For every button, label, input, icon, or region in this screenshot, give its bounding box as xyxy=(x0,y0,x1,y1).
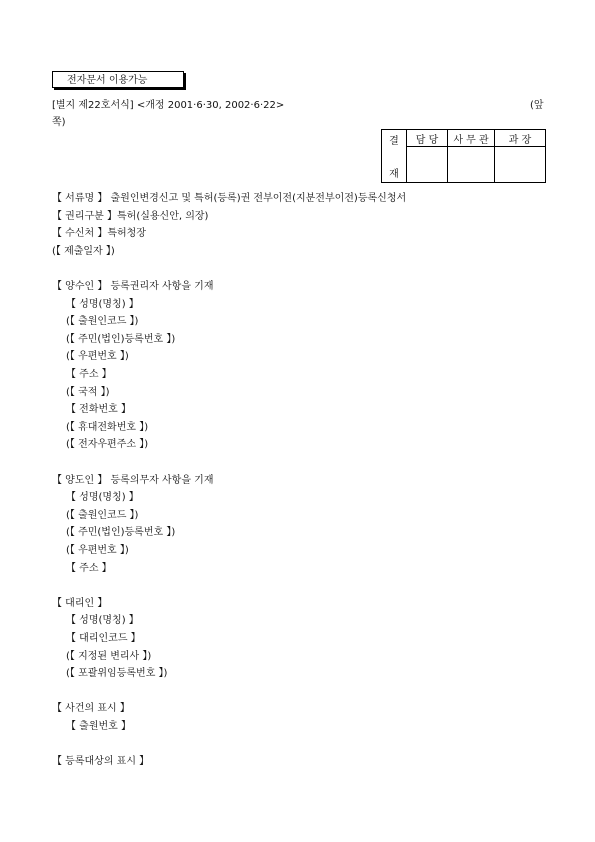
approval-col-officer: 사 무 관 xyxy=(448,130,495,147)
approval-sign-staff[interactable] xyxy=(407,147,448,183)
approval-label-top: 결 xyxy=(389,136,399,147)
form-section-line: 【 권리구분 】특허(실용신안, 의장) xyxy=(52,211,209,222)
form-header: [별지 제22호서식] <개정 2001·6·30, 2002·6·22> xyxy=(52,100,285,111)
form-field-line: (【 휴대전화번호 】) xyxy=(66,422,149,433)
form-field-line: (【 주민(법인)등록번호 】) xyxy=(66,527,176,538)
form-field-line: (【 우편번호 】) xyxy=(66,545,129,556)
form-field-line: (【 국적 】) xyxy=(66,387,110,398)
form-section-line: 【 등록대상의 표시 】 xyxy=(52,756,150,767)
approval-label-cell xyxy=(382,130,407,183)
form-section-line: 【 양도인 】 등록의무자 사항을 기재 xyxy=(52,475,214,486)
form-section-line: 【 양수인 】 등록권리자 사항을 기재 xyxy=(52,281,214,292)
approval-sign-director[interactable] xyxy=(495,147,546,183)
form-section-line: 【 사건의 표시 】 xyxy=(52,703,130,714)
form-field-line: (【 지정된 변리사 】) xyxy=(66,651,152,662)
approval-label-bottom: 재 xyxy=(389,169,399,180)
form-field-line: (【 포괄위임등록번호 】) xyxy=(66,668,168,679)
approval-sign-officer[interactable] xyxy=(448,147,495,183)
approval-table xyxy=(381,129,546,183)
form-field-line: 【 전화번호 】 xyxy=(66,404,131,415)
form-field-line: (【 출원인코드 】) xyxy=(66,316,139,327)
page-side-label: (앞 xyxy=(530,100,544,111)
page-side-label-cont: 쪽) xyxy=(52,117,66,128)
form-section-line: 【 수신처 】특허청장 xyxy=(52,228,146,239)
form-field-line: 【 성명(명칭) 】 xyxy=(66,492,139,503)
form-field-line: 【 성명(명칭) 】 xyxy=(66,615,139,626)
form-field-line: (【 우편번호 】) xyxy=(66,351,129,362)
electronic-document-badge: 전자문서 이용가능 xyxy=(52,71,184,88)
form-field-line: 【 출원번호 】 xyxy=(66,721,131,732)
approval-col-director: 과 장 xyxy=(495,130,546,147)
form-field-line: (【 주민(법인)등록번호 】) xyxy=(66,334,176,345)
form-section-line: (【 제출일자 】) xyxy=(52,246,115,257)
form-field-line: (【 전자우편주소 】) xyxy=(66,439,149,450)
form-field-line: 【 주소 】 xyxy=(66,369,112,380)
form-field-line: (【 출원인코드 】) xyxy=(66,510,139,521)
form-field-line: 【 대리인코드 】 xyxy=(66,633,141,644)
form-field-line: 【 주소 】 xyxy=(66,563,112,574)
form-field-line: 【 성명(명칭) 】 xyxy=(66,299,139,310)
approval-col-staff: 담 당 xyxy=(407,130,448,147)
form-section-line: 【 대리인 】 xyxy=(52,598,108,609)
form-section-line: 【 서류명 】 출원인변경신고 및 특허(등록)권 전부이전(지분전부이전)등록신청서 xyxy=(52,193,407,204)
